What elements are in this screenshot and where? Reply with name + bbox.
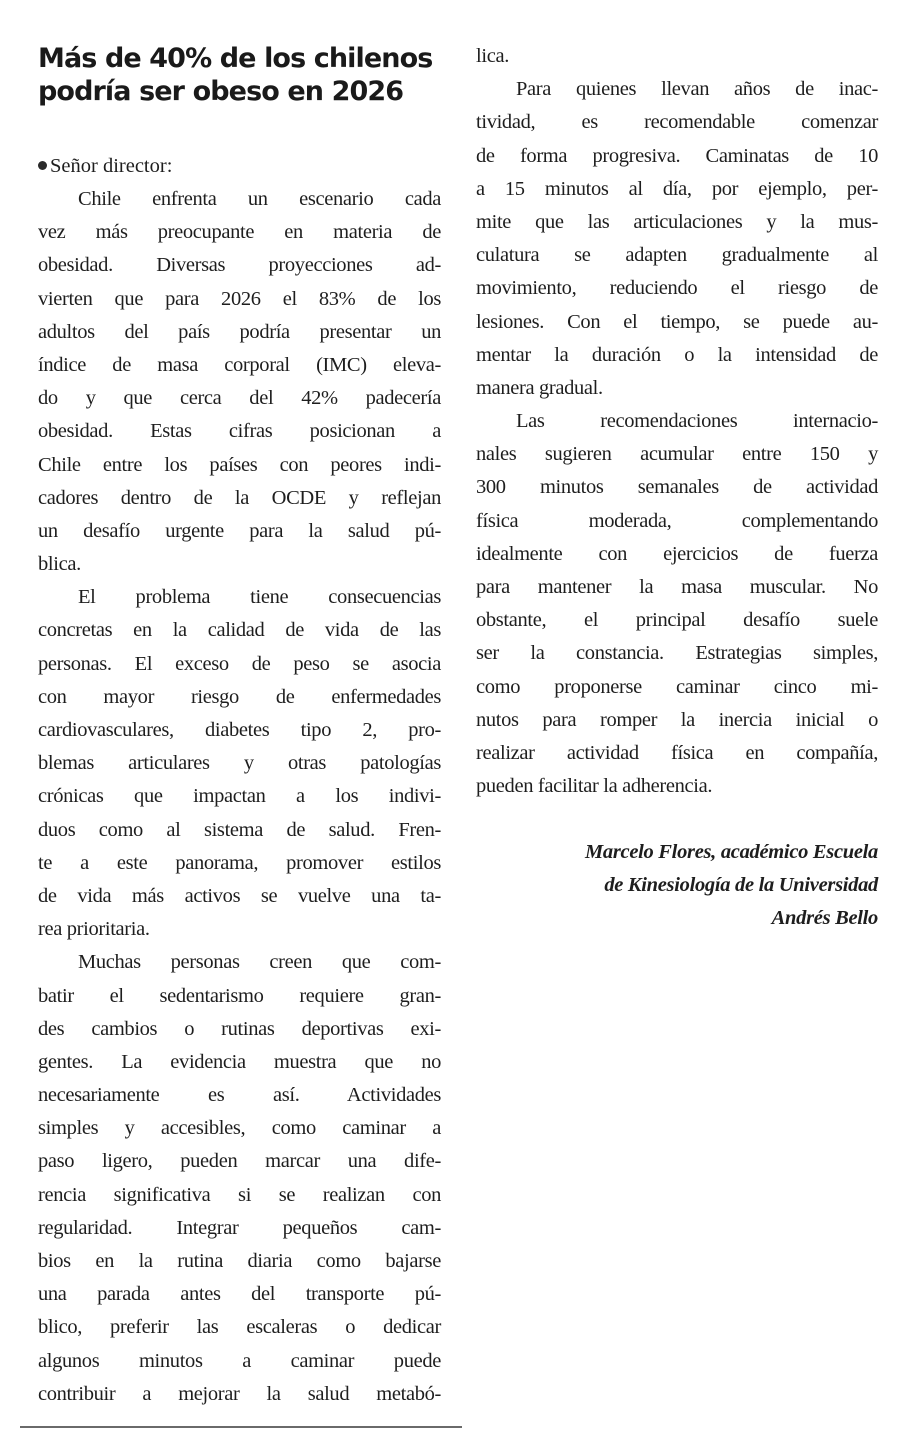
text-line: una parada antes del transporte pú- [38,1283,441,1306]
text-line: lica. [476,45,509,67]
text-line: a 15 minutos al día, por ejemplo, per- [476,177,878,200]
text-line: te a este panorama, promover estilos [38,851,441,874]
text-line: nutos para romper la inercia inicial o [476,708,878,731]
text-line: des cambios o rutinas deportivas exi- [38,1017,441,1040]
bullet-icon [38,161,47,170]
text-line: batir el sedentarismo requiere gran- [38,984,441,1007]
text-line: necesariamente es así. Actividades [38,1084,441,1107]
bottom-rule [20,1426,462,1428]
text-line: cardiovasculares, diabetes tipo 2, pro- [38,719,441,741]
left-column-text [38,183,441,1411]
text-line: crónicas que impactan a los indivi- [38,785,441,808]
text-line: vez más preocupante en materia de [38,221,441,244]
text-line: Las recomendaciones internacio- [516,410,878,433]
text-line: regularidad. Integrar pequeños cam- [38,1216,441,1239]
left-column [38,40,441,1411]
signature-line: de Kinesiología de la Universidad [604,874,878,897]
text-line: física moderada, complementando [476,509,878,532]
text-line: Chile enfrenta un escenario cada [78,188,441,210]
salutation-text: Señor director: [50,155,173,177]
text-line: de forma progresiva. Caminatas de 10 [476,144,878,167]
right-column-text [476,40,878,803]
signature-line: Andrés Bello [771,907,878,930]
text-line: blemas articulares y otras patologías [38,752,441,775]
text-line: blica. [38,553,81,576]
text-line: Chile entre los países con peores indi- [38,453,441,476]
text-line: gentes. La evidencia muestra que no [38,1050,441,1073]
text-line: un desafío urgente para la salud pú- [38,519,441,542]
right-column [476,40,878,935]
text-line: adultos del país podría presentar un [38,320,441,343]
text-line: bios en la rutina diaria como bajarse [38,1250,441,1272]
text-line: contribuir a mejorar la salud metabó- [38,1382,441,1405]
text-line: mite que las articulaciones y la mus- [476,210,878,233]
text-line: concretas en la calidad de vida de las [38,619,441,642]
text-line: 300 minutos semanales de actividad [476,476,878,499]
text-line: mentar la duración o la intensidad de [476,343,878,366]
text-line: algunos minutos a caminar puede [38,1349,441,1372]
salutation [38,150,441,183]
text-line: blico, preferir las escaleras o dedicar [38,1316,441,1339]
text-line: do y que cerca del 42% padecería [38,387,441,410]
text-line: rencia significativa si se realizan con [38,1183,441,1206]
text-line: índice de masa corporal (IMC) eleva- [38,353,441,376]
headline-line: Más de 40% de los chilenos [38,43,433,74]
text-line: de vida más activos se vuelve una ta- [38,884,441,907]
text-line: como proponerse caminar cinco mi- [476,675,878,698]
text-line: personas. El exceso de peso se asocia [38,652,441,675]
text-line: idealmente con ejercicios de fuerza [476,542,878,565]
text-line: obesidad. Diversas proyecciones ad- [38,254,441,277]
headline [38,40,441,108]
text-line: Muchas personas creen que com- [78,951,441,974]
signature-line: Marcelo Flores, académico Escuela [584,841,878,864]
signature [476,836,878,935]
text-line: duos como al sistema de salud. Fren- [38,818,441,841]
text-line: realizar actividad física en compañía, [476,741,878,764]
text-line: vierten que para 2026 el 83% de los [38,287,441,310]
text-line: movimiento, reduciendo el riesgo de [476,277,878,300]
text-line: pueden facilitar la adherencia. [476,775,713,798]
text-line: cadores dentro de la OCDE y reflejan [38,486,441,509]
text-line: simples y accesibles, como caminar a [38,1117,441,1140]
text-line: culatura se adapten gradualmente al [476,244,878,267]
text-line: ser la constancia. Estrategias simples, [476,642,878,665]
text-line: con mayor riesgo de enfermedades [38,685,441,708]
text-line: obstante, el principal desafío suele [476,609,878,632]
text-line: lesiones. Con el tiempo, se puede au- [476,310,878,333]
text-line: para mantener la masa muscular. No [476,576,878,598]
text-line: nales sugieren acumular entre 150 y [476,443,878,466]
headline-line: podría ser obeso en 2026 [38,76,404,107]
text-line: manera gradual. [476,376,603,399]
text-line: El problema tiene consecuencias [78,586,441,609]
text-line: rea prioritaria. [38,918,150,941]
text-line: Para quienes llevan años de inac- [516,78,878,101]
text-line: paso ligero, pueden marcar una dife- [38,1150,441,1173]
text-line: obesidad. Estas cifras posicionan a [38,420,441,443]
text-line: tividad, es recomendable comenzar [476,111,878,134]
